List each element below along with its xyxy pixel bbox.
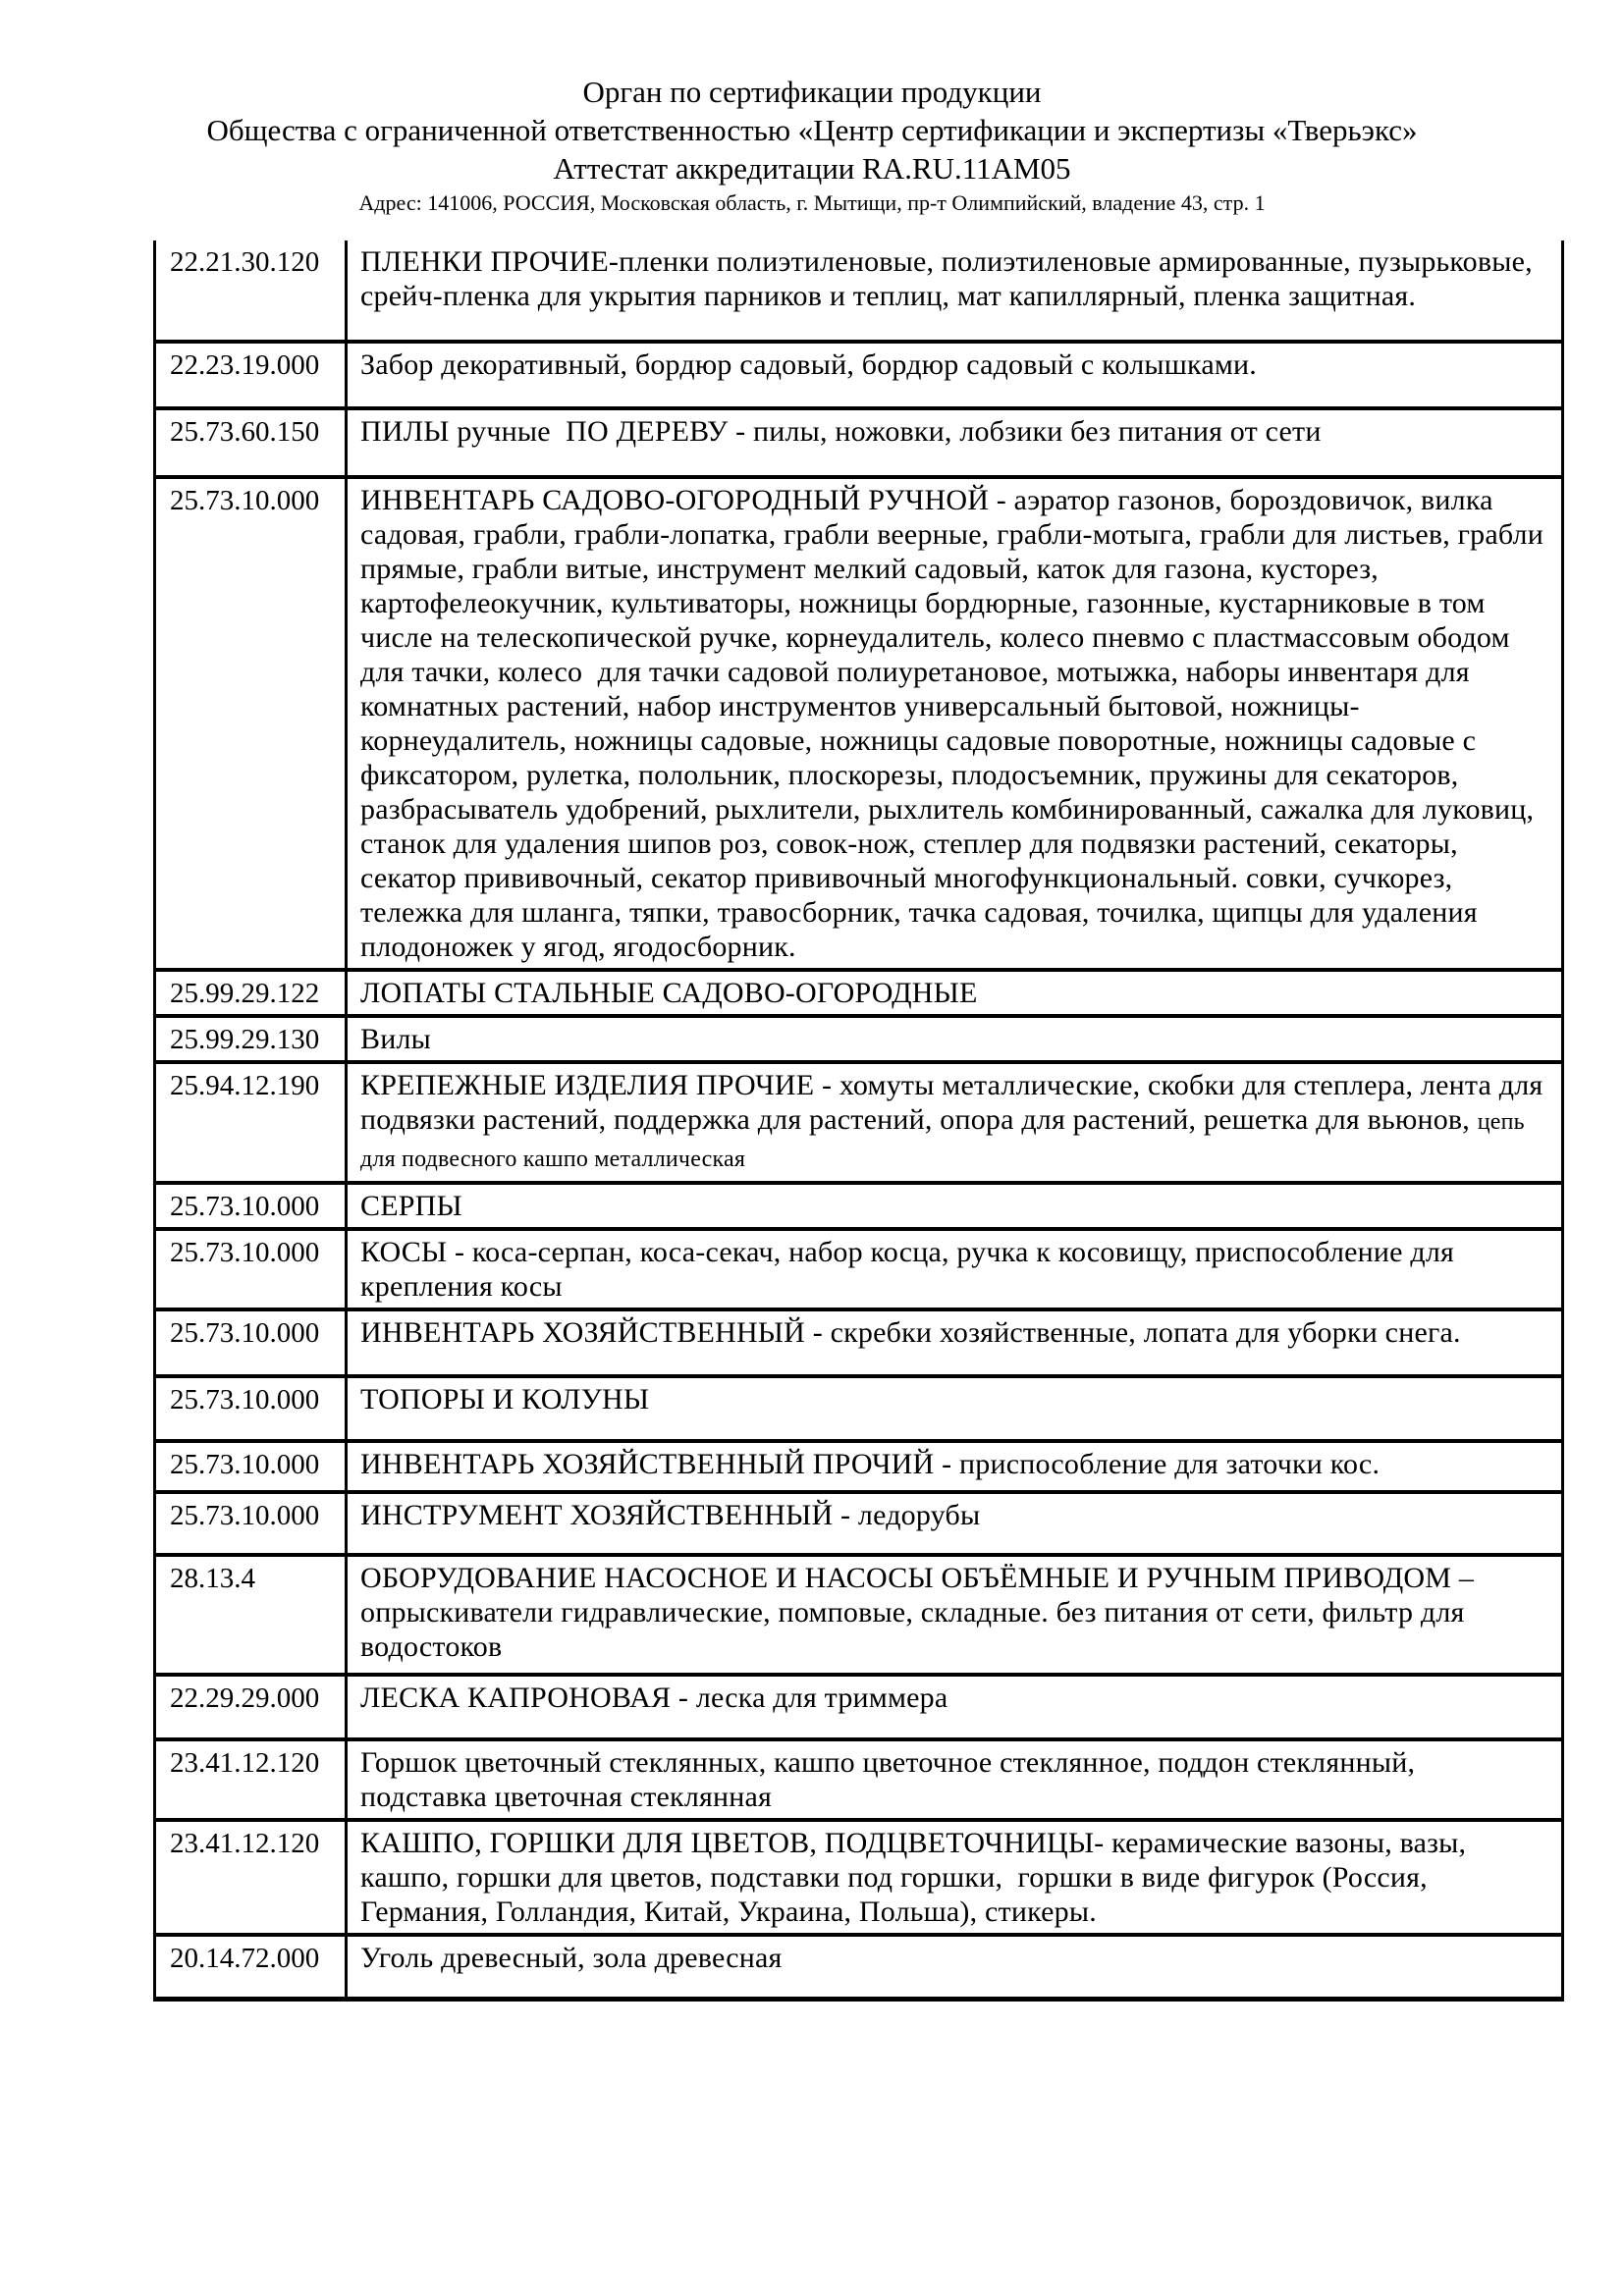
row-code-cell: 25.73.10.000 bbox=[156, 1378, 348, 1439]
row-description-cell: ЛЕСКА КАПРОНОВАЯ - леска для триммера bbox=[360, 1682, 948, 1714]
table-row bbox=[156, 406, 1561, 475]
row-code-cell: 25.99.29.122 bbox=[156, 972, 348, 1014]
row-code-cell: 25.73.10.000 bbox=[156, 1231, 348, 1308]
row-code-cell: 22.29.29.000 bbox=[156, 1677, 348, 1737]
row-description-cell: ПИЛЫ ручные ПО ДЕРЕВУ - пилы, ножовки, лобзики без питания от сети bbox=[360, 415, 1322, 448]
row-description-small-text: цепь для подвесного кашпо металлическая bbox=[360, 1109, 1531, 1172]
document-header bbox=[0, 73, 1624, 218]
table-row bbox=[156, 1553, 1561, 1673]
table-row bbox=[156, 1490, 1561, 1553]
row-description-cell: ОБОРУДОВАНИЕ НАСОСНОЕ И НАСОСЫ ОБЪЁМНЫЕ И РУЧНЫМ ПРИВОДОМ – опрыскиватели гидравлические, помповые, складные. без питания от сети, фильтр для водостоков bbox=[360, 1562, 1482, 1663]
header-org-line-2: Общества с ограниченной ответственностью «Центр сертификации и экспертизы «Тверьэкс» bbox=[206, 113, 1418, 147]
row-code-cell: 25.73.10.000 bbox=[156, 1185, 348, 1227]
row-description-cell: ЛОПАТЫ СТАЛЬНЫЕ САДОВО-ОГОРОДНЫЕ bbox=[360, 977, 978, 1009]
row-code-cell: 23.41.12.120 bbox=[156, 1822, 348, 1933]
row-description-cell: ПЛЕНКИ ПРОЧИЕ-пленки полиэтиленовые, полиэтиленовые армированные, пузырьковые, срейч-пленка для укрытия парников и теплиц, мат капиллярный, пленка защитная. bbox=[360, 245, 1541, 312]
row-code-cell: 25.94.12.190 bbox=[156, 1064, 348, 1181]
row-description-cell: КАШПО, ГОРШКИ ДЛЯ ЦВЕТОВ, ПОДЦВЕТОЧНИЦЫ- керамические вазоны, вазы, кашпо, горшки для цветов, подставки под горшки, горшки в виде фигурок (Россия, Германия, Голландия, Китай, Украина, Польша), стикеры. bbox=[360, 1827, 1474, 1928]
row-code-cell: 25.73.10.000 bbox=[156, 1494, 348, 1553]
row-code-cell: 25.73.10.000 bbox=[156, 1443, 348, 1490]
table-row bbox=[156, 1737, 1561, 1818]
table-row bbox=[156, 1933, 1561, 1997]
row-code-cell: 25.73.10.000 bbox=[156, 479, 348, 968]
header-org-line-1: Орган по сертификации продукции bbox=[582, 75, 1042, 109]
table-row bbox=[156, 1374, 1561, 1439]
row-description-cell: КРЕПЕЖНЫЕ ИЗДЕЛИЯ ПРОЧИЕ - хомуты металлические, скобки для степлера, лента для подвязки растений, поддержка для растений, опора для растений, решетка для вьюнов, цепь для подвесного кашпо металлическая bbox=[360, 1069, 1551, 1172]
row-description-cell: Горшок цветочный стеклянных, кашпо цветочное стеклянное, поддон стеклянный, подставка цветочная стеклянная bbox=[360, 1746, 1423, 1813]
table-row bbox=[156, 1060, 1561, 1181]
table-row bbox=[156, 340, 1561, 406]
row-code-cell: 25.73.10.000 bbox=[156, 1311, 348, 1374]
table-row bbox=[156, 1014, 1561, 1060]
row-description-cell: ИНСТРУМЕНТ ХОЗЯЙСТВЕННЫЙ - ледорубы bbox=[360, 1499, 981, 1531]
table-row bbox=[156, 1181, 1561, 1227]
row-code-cell: 23.41.12.120 bbox=[156, 1741, 348, 1818]
table-row bbox=[156, 1818, 1561, 1933]
table-row bbox=[156, 1308, 1561, 1374]
row-code-cell: 25.73.60.150 bbox=[156, 410, 348, 475]
table-row bbox=[156, 1439, 1561, 1490]
table-row bbox=[156, 968, 1561, 1014]
row-description-cell: Уголь древесный, зола древесная bbox=[360, 1942, 783, 1974]
row-description-cell: ИНВЕНТАРЬ ХОЗЯЙСТВЕННЫЙ ПРОЧИЙ - приспособление для заточки кос. bbox=[360, 1448, 1380, 1480]
row-description-cell: ИНВЕНТАРЬ ХОЗЯЙСТВЕННЫЙ - скребки хозяйственные, лопата для уборки снега. bbox=[360, 1316, 1461, 1349]
table-row bbox=[156, 240, 1561, 340]
row-description-cell: СЕРПЫ bbox=[360, 1190, 462, 1222]
row-code-cell: 22.23.19.000 bbox=[156, 344, 348, 406]
header-address-line: Адрес: 141006, РОССИЯ, Московская область, г. Мытищи, пр-т Олимпийский, владение 43, стр. 1 bbox=[358, 190, 1266, 215]
row-description-cell: ИНВЕНТАРЬ САДОВО-ОГОРОДНЫЙ РУЧНОЙ - аэратор газонов, бороздовичок, вилка садовая, грабли, грабли-лопатка, грабли веерные, грабли-мотыга, грабли для листьев, грабли прямые, грабли витые, инструмент мелкий садовый, каток для газона, кусторез, картофелеокучник, культиваторы, ножницы бордюрные, газонные, кустарниковые в том числе на телескопической ручке, корнеудалитель, колесо пневмо с пластмассовым ободом для тачки, колесо для тачки садовой полиуретановое, мотыжка, наборы инвентаря для комнатных растений, набор инструментов универсальный бытовой, ножницы-корнеудалитель, ножницы садовые, ножницы садовые поворотные, ножницы садовые с фиксатором, рулетка, полольник, плоскорезы, плодосъемник, пружины для секаторов, разбрасыватель удобрений, рыхлители, рыхлитель комбинированный, сажалка для луковиц, станок для удаления шипов роз, совок-нож, степлер для подвязки растений, секаторы, секатор прививочный, секатор прививочный многофункциональный. совки, сучкорез, тележка для шланга, тяпки, травосборник, тачка садовая, точилка, щипцы для удаления плодоножек у ягод, ягодосборник. bbox=[360, 484, 1551, 963]
row-description-cell: Вилы bbox=[360, 1023, 431, 1055]
row-code-cell: 20.14.72.000 bbox=[156, 1937, 348, 1997]
row-description-cell: КОСЫ - коса-серпан, коса-секач, набор косца, ручка к косовищу, приспособление для крепления косы bbox=[360, 1236, 1462, 1303]
row-code-cell: 22.21.30.120 bbox=[156, 240, 348, 340]
header-accreditation-line: Аттестат аккредитации RA.RU.11АМ05 bbox=[553, 151, 1071, 186]
row-code-cell: 25.99.29.130 bbox=[156, 1018, 348, 1060]
row-code-cell: 28.13.4 bbox=[156, 1557, 348, 1673]
row-description-cell: ТОПОРЫ И КОЛУНЫ bbox=[360, 1383, 650, 1415]
table-row bbox=[156, 1227, 1561, 1308]
row-description-cell: Забор декоративный, бордюр садовый, бордюр садовый с колышками. bbox=[360, 348, 1258, 381]
product-codes-table bbox=[153, 240, 1564, 2002]
table-row bbox=[156, 475, 1561, 968]
table-row bbox=[156, 1673, 1561, 1737]
